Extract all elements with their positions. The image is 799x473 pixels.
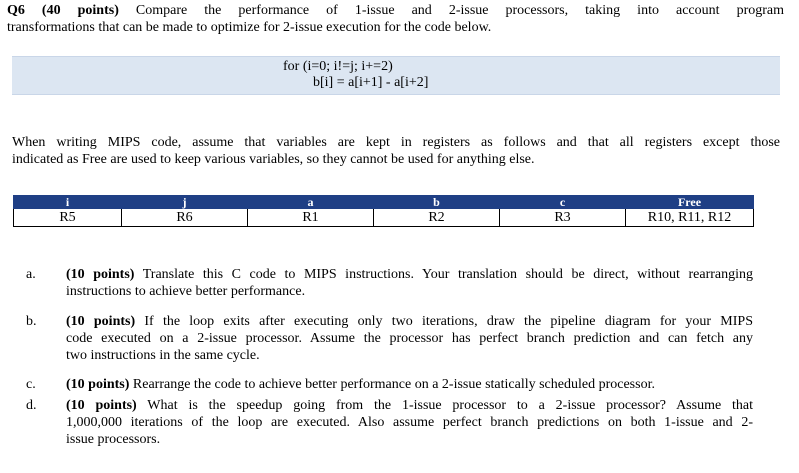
part-points: (10 points): [66, 314, 136, 329]
code-block: [12, 56, 780, 95]
value-cell-a: R1: [248, 209, 374, 227]
value-cell-b: R2: [374, 209, 500, 227]
header-cell-i: i: [14, 196, 122, 209]
part-line-2: code executed on a 2-issue processor. Assume the processor has perfect branch prediction and can fetch any: [66, 331, 753, 346]
part-line-1: If the loop exits after executing only two iterations, draw the pipeline diagram for your MIPS: [135, 314, 753, 329]
part-points: (10 points): [66, 267, 135, 282]
question-points-label: Q6 (40 points): [7, 3, 119, 18]
question-text-line-1: Compare the performance of 1-issue and 2-issue processors, taking into account program: [118, 3, 784, 18]
question-heading: [7, 2, 784, 19]
value-cell-c: R3: [500, 209, 626, 227]
code-line-1: for (i=0; i!=j; i+=2): [283, 59, 393, 74]
part-line-3: issue processors.: [66, 432, 161, 447]
header-cell-free: Free: [626, 196, 754, 209]
register-table: [13, 195, 754, 227]
value-cell-i: R5: [14, 209, 122, 227]
register-table-header-row: [14, 196, 754, 209]
part-text: [66, 376, 753, 393]
part-line-2: instructions to achieve better performance.: [66, 284, 306, 299]
part-letter: c.: [26, 377, 36, 392]
register-table-row: [14, 209, 754, 227]
intro-line-2: indicated as Free are used to keep various variables, so they cannot be used for anything else.: [12, 152, 535, 167]
part-letter: a.: [26, 267, 36, 282]
part-points: (10 points): [66, 398, 137, 413]
question-text-line-2: transformations that can be made to optimize for 2-issue execution for the code below.: [7, 20, 492, 35]
part-letter: d.: [26, 398, 37, 413]
part-text: [66, 397, 753, 448]
part-line-3: two instructions in the same cycle.: [66, 348, 260, 363]
part-text: [66, 266, 753, 300]
header-cell-b: b: [374, 196, 500, 209]
code-line-2: b[i] = a[i+1] - a[i+2]: [313, 75, 429, 90]
intro-line-1: When writing MIPS code, assume that variables are kept in registers as follows and that all registers except those: [12, 135, 780, 150]
value-cell-free: R10, R11, R12: [626, 209, 754, 227]
part-letter: b.: [26, 314, 37, 329]
part-line-1: Translate this C code to MIPS instructions. Your translation should be direct, without rearranging: [134, 267, 753, 282]
part-line-1: Rearrange the code to achieve better performance on a 2-issue statically scheduled processor.: [129, 377, 655, 392]
part-line-2: 1,000,000 iterations of the loop are executed. Also assume perfect branch predictions on both 1-issue and 2-: [66, 415, 753, 430]
header-cell-c: c: [500, 196, 626, 209]
part-text: [66, 313, 753, 364]
part-points: (10 points): [66, 377, 130, 392]
part-line-1: What is the speedup going from the 1-issue processor to a 2-issue processor? Assume that: [136, 398, 753, 413]
value-cell-j: R6: [122, 209, 248, 227]
header-cell-j: j: [122, 196, 248, 209]
header-cell-a: a: [248, 196, 374, 209]
